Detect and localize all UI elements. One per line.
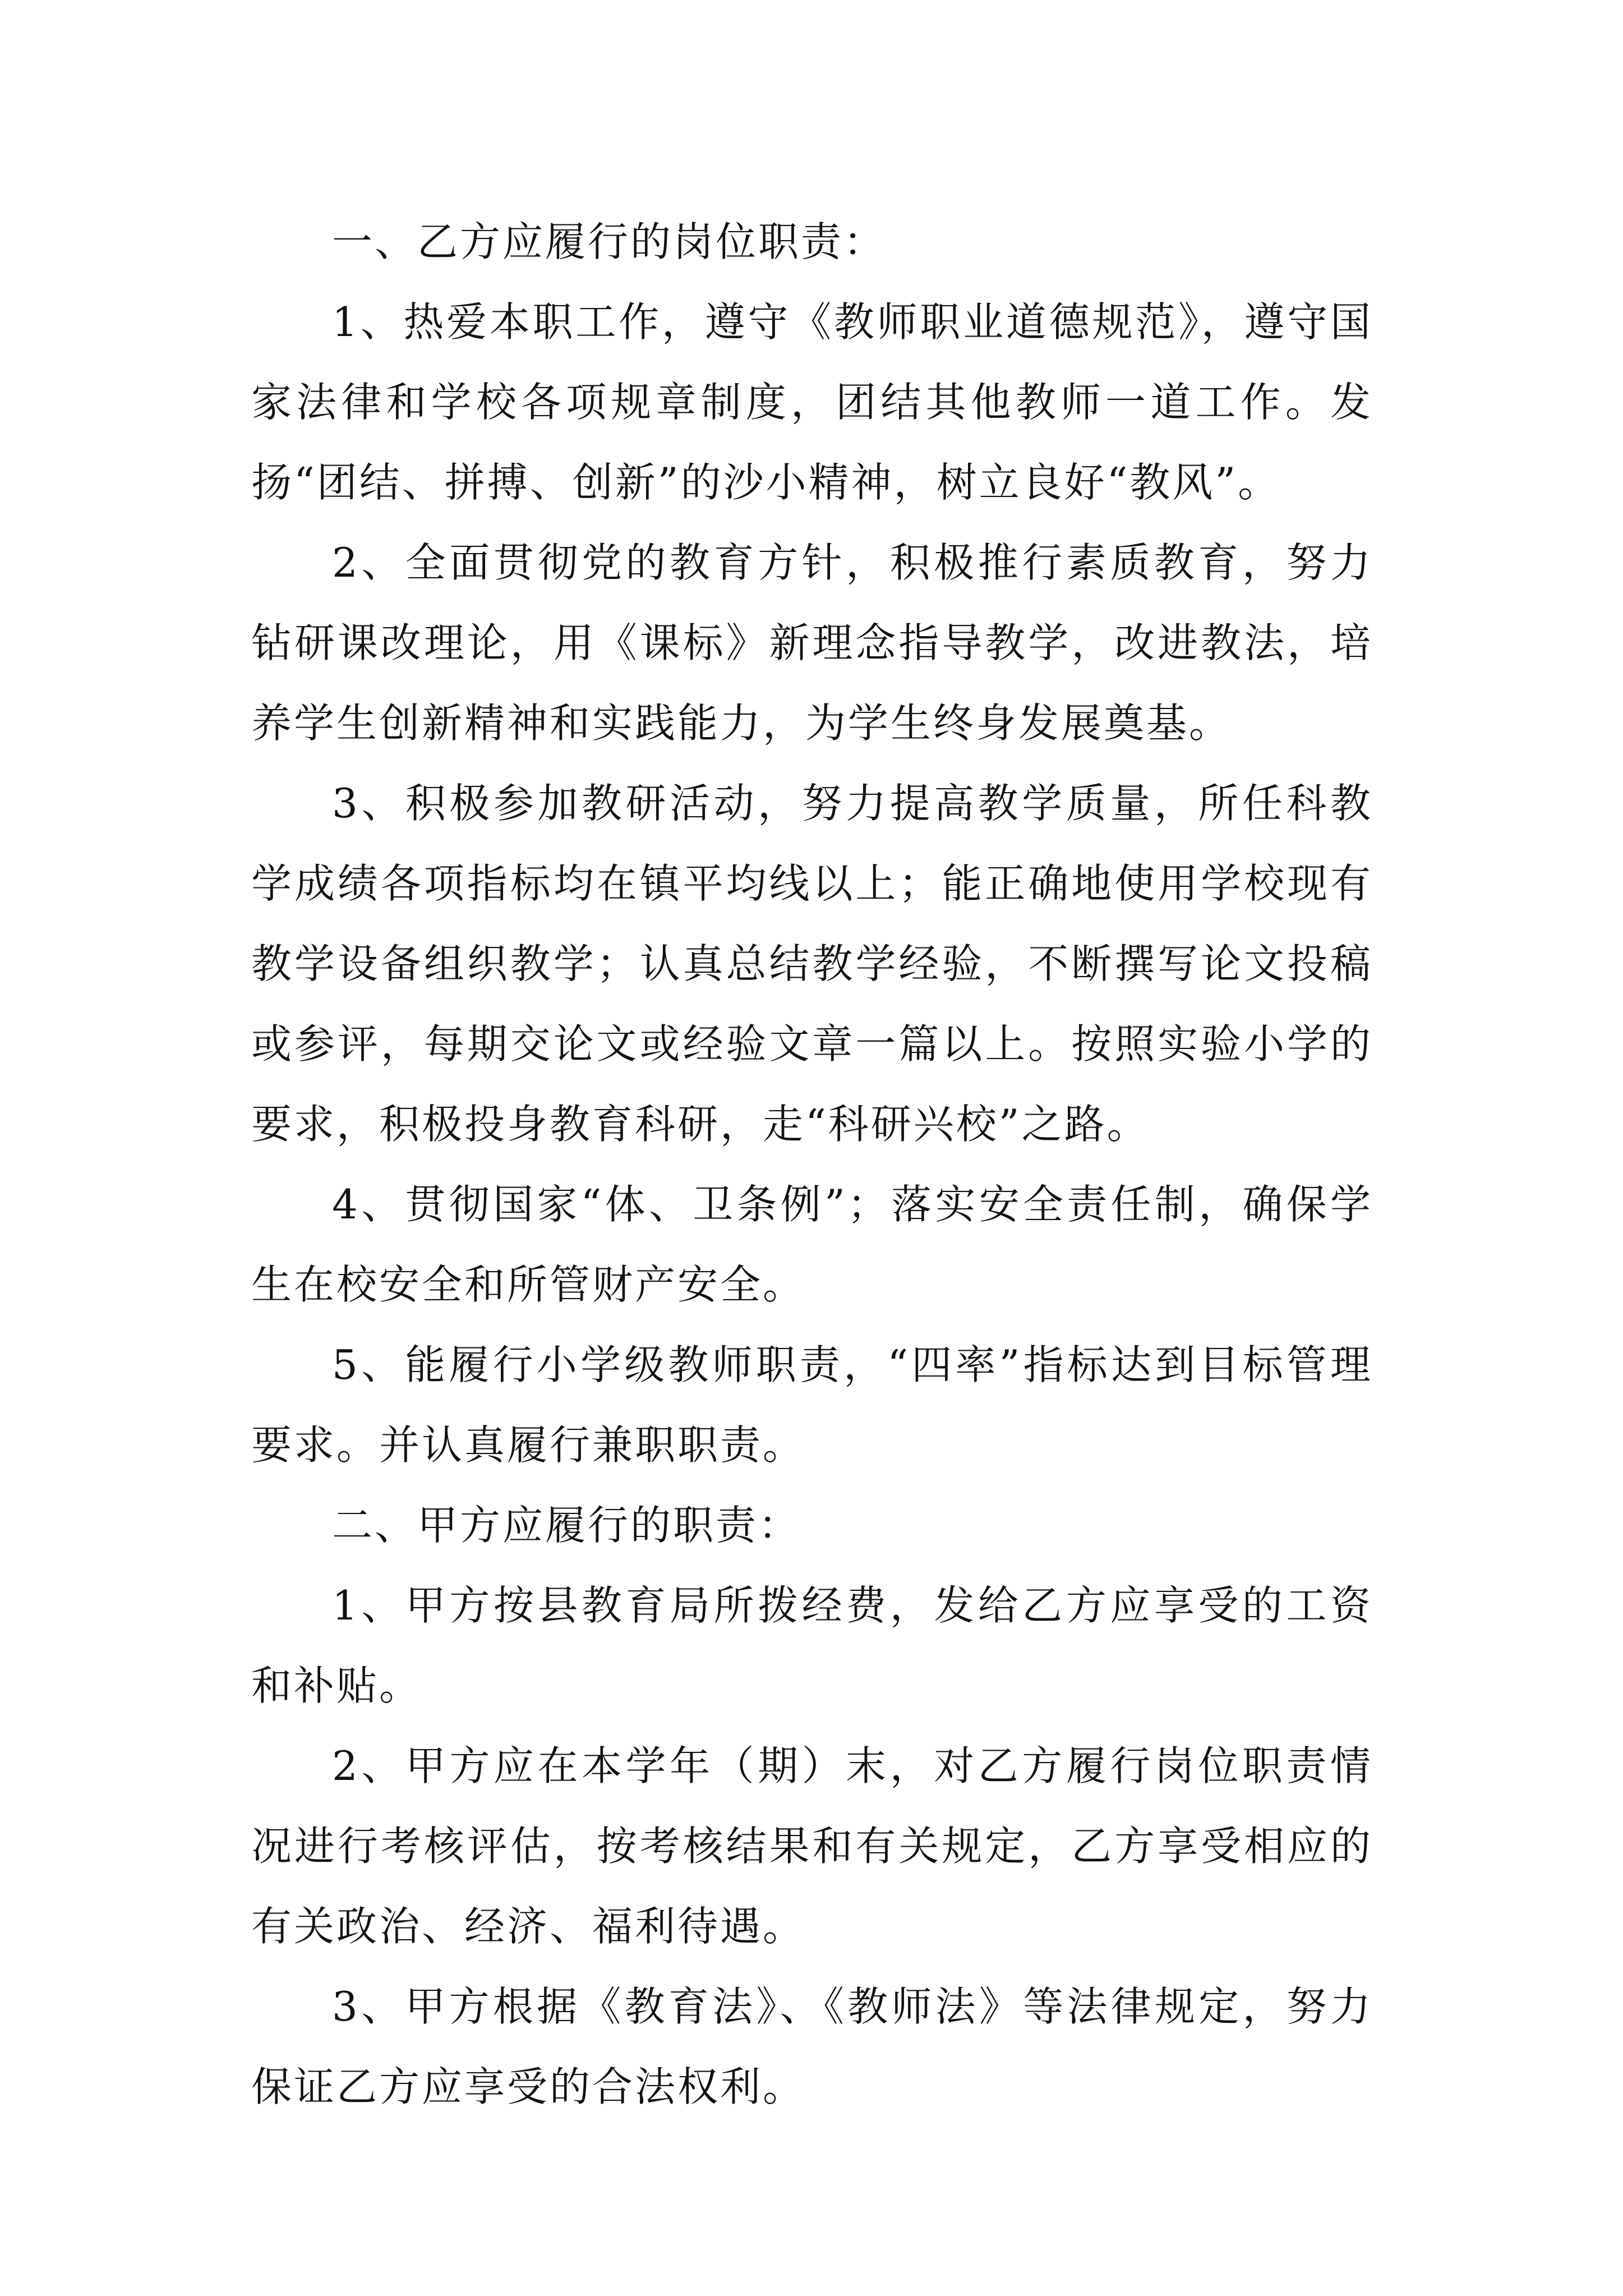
paragraph-b-5: 5、能履行小学级教师职责，“四率”指标达到目标管理要求。并认真履行兼职职责。 (251, 1341, 1373, 1469)
paragraph-b-2: 2、全面贯彻党的教育方针，积极推行素质教育，努力钻研课改理论，用《课标》新理念指导教学，改进教法，培养学生创新精神和实践能力，为学生终身发展奠基。 (251, 539, 1373, 747)
document-body (251, 202, 1373, 2127)
paragraph-b-1: 1、热爱本职工作，遵守《教师职业道德规范》，遵守国家法律和学校各项规章制度，团结其他教师一道工作。发扬“团结、拼搏、创新”的沙小精神，树立良好“教风”。 (251, 298, 1373, 506)
paragraph-b-4: 4、贯彻国家“体、卫条例”；落实安全责任制，确保学生在校安全和所管财产安全。 (251, 1181, 1373, 1308)
paragraph-a-2: 2、甲方应在本学年（期）末，对乙方履行岗位职责情况进行考核评估，按考核结果和有关规定，乙方享受相应的有关政治、经济、福利待遇。 (251, 1742, 1373, 1950)
paragraph-b-3: 3、积极参加教研活动，努力提高教学质量，所任科教学成绩各项指标均在镇平均线以上；能正确地使用学校现有教学设备组织教学；认真总结教学经验，不断撰写论文投稿或参评，每期交论文或经验文章一篇以上。按照实验小学的要求，积极投身教育科研，走“科研兴校”之路。 (251, 780, 1373, 1148)
section-heading-party-b: 一、乙方应履行的岗位职责： (332, 218, 887, 265)
section-heading-party-a: 二、甲方应履行的职责： (332, 1502, 801, 1549)
paragraph-a-1: 1、甲方按县教育局所拨经费，发给乙方应享受的工资和补贴。 (251, 1582, 1373, 1709)
paragraph-a-3: 3、甲方根据《教育法》、《教师法》等法律规定，努力保证乙方应享受的合法权利。 (251, 1983, 1373, 2110)
